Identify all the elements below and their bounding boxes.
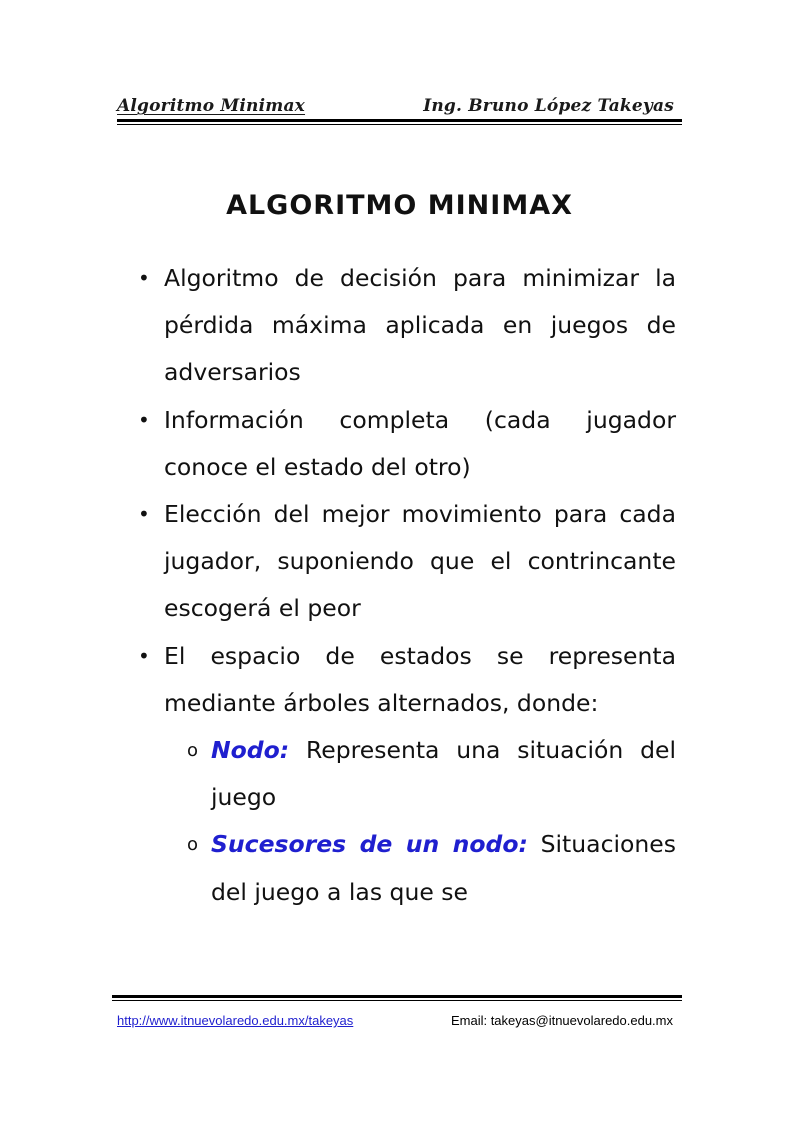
bullet-marker: • — [138, 502, 150, 527]
footer-website-link[interactable]: http://www.itnuevolaredo.edu.mx/takeyas — [117, 1013, 354, 1028]
bullet-marker: • — [138, 266, 150, 290]
footer-email: Email: takeyas@itnuevolaredo.edu.mx — [450, 1013, 673, 1028]
bullet-marker: • — [138, 643, 150, 668]
bullet-text: Algoritmo de decisión para minimizar la pérdida máxima aplicada en juegos de adversarios — [164, 264, 676, 387]
bullet-text: El espacio de estados se representa mediante árboles alternados, donde: — [164, 641, 676, 717]
bullet-text: Elección del mejor movimiento para cada jugador, suponiendo que el contrincante escogerá el peor — [164, 500, 676, 623]
sub-list-item — [187, 821, 676, 915]
term-definition: Situaciones del juego a las que se — [211, 830, 676, 906]
header-rule-thick — [117, 119, 682, 122]
list-item — [138, 397, 676, 491]
page-title: ALGORITMO MINIMAX — [226, 190, 573, 221]
term-label: Sucesores de un nodo: — [211, 830, 528, 859]
header-doc-title: Algoritmo Minimax — [117, 96, 306, 116]
footer-rule-thick — [112, 995, 682, 998]
header-rule-thin — [117, 124, 682, 125]
list-item — [138, 633, 676, 727]
header-author: Ing. Bruno López Takeyas — [423, 96, 674, 116]
sub-bullet-marker: o — [187, 740, 199, 762]
sub-list-item — [187, 727, 676, 821]
bullet-list — [0, 255, 793, 916]
term-definition: Representa una situación del juego — [211, 736, 676, 812]
sub-bullet-marker: o — [187, 834, 199, 856]
list-item — [138, 491, 676, 633]
bullet-text: Información completa (cada jugador conoce el estado del otro) — [164, 405, 676, 481]
footer-rule-thin — [112, 1000, 682, 1001]
term-label: Nodo: — [211, 736, 290, 765]
bullet-marker: • — [138, 407, 150, 432]
list-item — [138, 255, 676, 397]
